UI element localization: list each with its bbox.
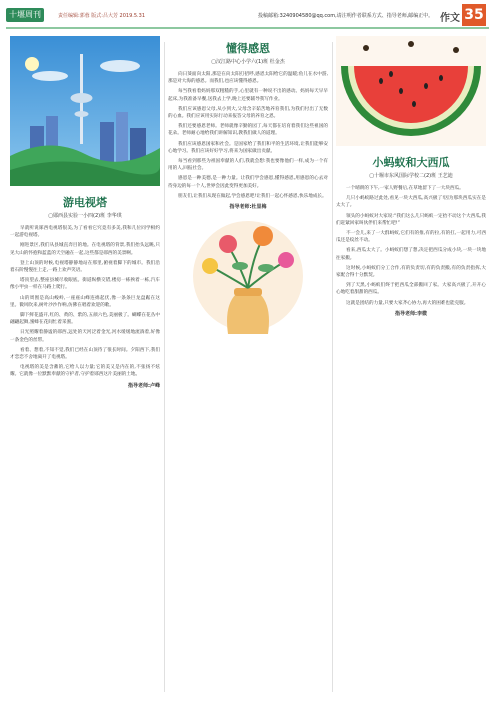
paragraph: 朋友们,让我们从现在做起,学会感恩吧!让我们一起心怀感恩,快乐地成长。 <box>178 193 327 199</box>
article-title: 小蚂蚁和大西瓜 <box>372 156 450 169</box>
header-rule <box>6 27 489 29</box>
paragraph: 我们还要感恩老师。老师就像辛勤的园丁,每天都在培育着我们这些祖国的花朵。老师耐心地给我们讲解知识,教我们做人的道理。 <box>168 124 328 137</box>
article-mid <box>168 36 328 336</box>
paragraph: 登上山顶的时候,电视塔静静地站在那里,俯视着脚下的城市。我们沿着石阶慢慢往上走,一路上欢声笑语。 <box>10 260 160 274</box>
column-divider <box>332 42 333 692</box>
paragraph: 我们应该感恩国家和社会。是国家给了我们和平的生活环境,让我们能够安心地学习。我们应该好好学习,将来为国家做出贡献。 <box>168 141 328 154</box>
section-title: 作文 <box>440 13 460 24</box>
paragraph: 不一会儿,来了一大群蚂蚁,它们有的推,有的拉,有的扛,一起用力,可西瓜还是纹丝不动。 <box>336 231 486 244</box>
paragraph: 早就听说郧西电视塔很美,为了看看它究竟有多美,我和几位同学相约一起游电视塔。 <box>10 226 160 239</box>
teacher-credit: 指导老师:卢峰 <box>127 382 160 389</box>
page-number: 35 <box>462 4 486 26</box>
paragraph: 看来,西瓜太大了。小蚂蚁们想了想,决定把西瓜分成小块,一块一块地往家搬。 <box>336 248 486 261</box>
paragraph: 感恩是一种美德,是一种力量。让我们学会感恩,懂得感恩,用感恩的心去对待身边的每一个人,世界会因此变得更加美好。 <box>168 176 328 189</box>
paragraph: 电视塔的美是含蓄的,它给人以力量;它的美又是内在的,不张扬不炫耀。它就像一位默默奉献的守护者,守护着郧西这片美丽的土地。 <box>10 365 160 378</box>
paragraph: 领头的小蚂蚁对大家说:“我们这么几只蚂蚁一定抬不动这个大西瓜,我们赶紧回家叫伙伴们来帮忙吧!” <box>336 213 486 226</box>
article-title: 游电视塔 <box>63 196 107 209</box>
paragraph: 几只小蚂蚁路过此处,看见一块大西瓜,高兴极了!因为那块西瓜实在是太大了。 <box>336 196 486 209</box>
paragraph: 一个晴朗的下午,一家人野餐后,在草地留下了一大块西瓜。 <box>346 186 464 191</box>
paragraph: 到了天黑,小蚂蚁们终于把西瓜全部搬回了家。大家高兴极了,开开心心地吃着甜甜的西瓜。 <box>336 283 486 296</box>
article-byline: ▢汉江路中心小学六(1)班 杜金杰 <box>211 59 285 65</box>
paragraph: 我们应该感恩父母,从小到大,父母含辛茹苦地养育我们,为我们付出了无数的心血。我们应该用实际行动来报答父母的养育之恩。 <box>168 106 328 120</box>
editor-line: 责任编辑:郭蓉 版式:吕大芳 2019.5.31 <box>58 13 145 19</box>
page-header <box>0 0 495 30</box>
paragraph: 刚进景区,我们从县城直奔目的地。在电视塔的背景,我们抬头远眺,只见大山的怀抱和蓝蓝的天空融在一起,这些都是郧西的美景啊。 <box>10 243 160 256</box>
flower-vase-illustration-icon <box>168 216 328 336</box>
paragraph: 山的周围是高山峻岭,一座座山峰连绵起伏,像一条条巨龙盘踞在这里。微风吹来,树叶沙沙作响,仿佛在唱着欢迎的歌。 <box>10 295 160 308</box>
teacher-credit: 指导老师:杜显梅 <box>229 204 267 211</box>
tower-illustration-icon <box>10 36 160 186</box>
article-right <box>336 36 486 317</box>
paragraph: 塔顶望去,整座县城尽收眼底。街道纵横交错,楼房一栋挨着一栋,汽车像小甲虫一样在马路上爬行。 <box>10 278 160 291</box>
article-title: 懂得感恩 <box>226 42 270 55</box>
paragraph: 脚下鲜花盛开,红的、黄的、紫的,五颜六色,美丽极了。蝴蝶在花丛中翩翩起舞,蜜蜂在花间忙着采蜜。 <box>10 313 160 326</box>
column-divider <box>164 42 165 692</box>
paragraph: 向日葵面向太阳,那是在向太阳打招呼,感恩太阳给它的温暖;鱼儿在水中游,那是对大海的感恩。而我们,也应该懂得感恩。 <box>168 72 328 85</box>
teacher-credit: 指导老师:李微 <box>394 310 427 317</box>
paragraph: 这就是团结的力量,只要大家齐心协力,再大的困难也能克服。 <box>346 300 469 306</box>
paragraph: 这时候,小蚂蚁们分工合作,有的负责切,有的负责搬,有的负责指挥,大家配合得十分默契。 <box>336 265 486 279</box>
watermelon-illustration-icon <box>336 36 486 146</box>
newspaper-logo: 十堰周刊 <box>6 8 44 22</box>
paragraph: 每当看到那些为祖国奉献的人们,我就会想:我也要像他们一样,成为一个有用的人,回报社会。 <box>168 159 328 172</box>
paragraph: 看着、想着,不知不觉,我们已经在山顶待了很长时间。夕阳西下,我们才恋恋不舍地离开了电视塔。 <box>10 347 160 361</box>
article-byline: ▢郧西县实验一小四(2)班 李华琪 <box>48 213 122 219</box>
contact-line: 投稿邮箱:3240904580@qq.com,请注明作者联系方式、指导老师,邮编正中。 <box>258 13 434 19</box>
article-byline: ▢十堰市东风国际学校二(2)班 王艺迪 <box>369 173 453 179</box>
article-left <box>10 36 160 389</box>
paragraph: 日光照耀着静谧的郧西,远处的天河泛着金光,河水缓缓地流淌着,好像一条金色的丝带。 <box>10 330 160 343</box>
paragraph: 每当我看着妈妈那双粗糙的手,心里就有一种说不出的感动。妈妈每天早早起床,为我准备早餐,送我去上学,晚上还要辅导我写作业。 <box>168 89 328 102</box>
